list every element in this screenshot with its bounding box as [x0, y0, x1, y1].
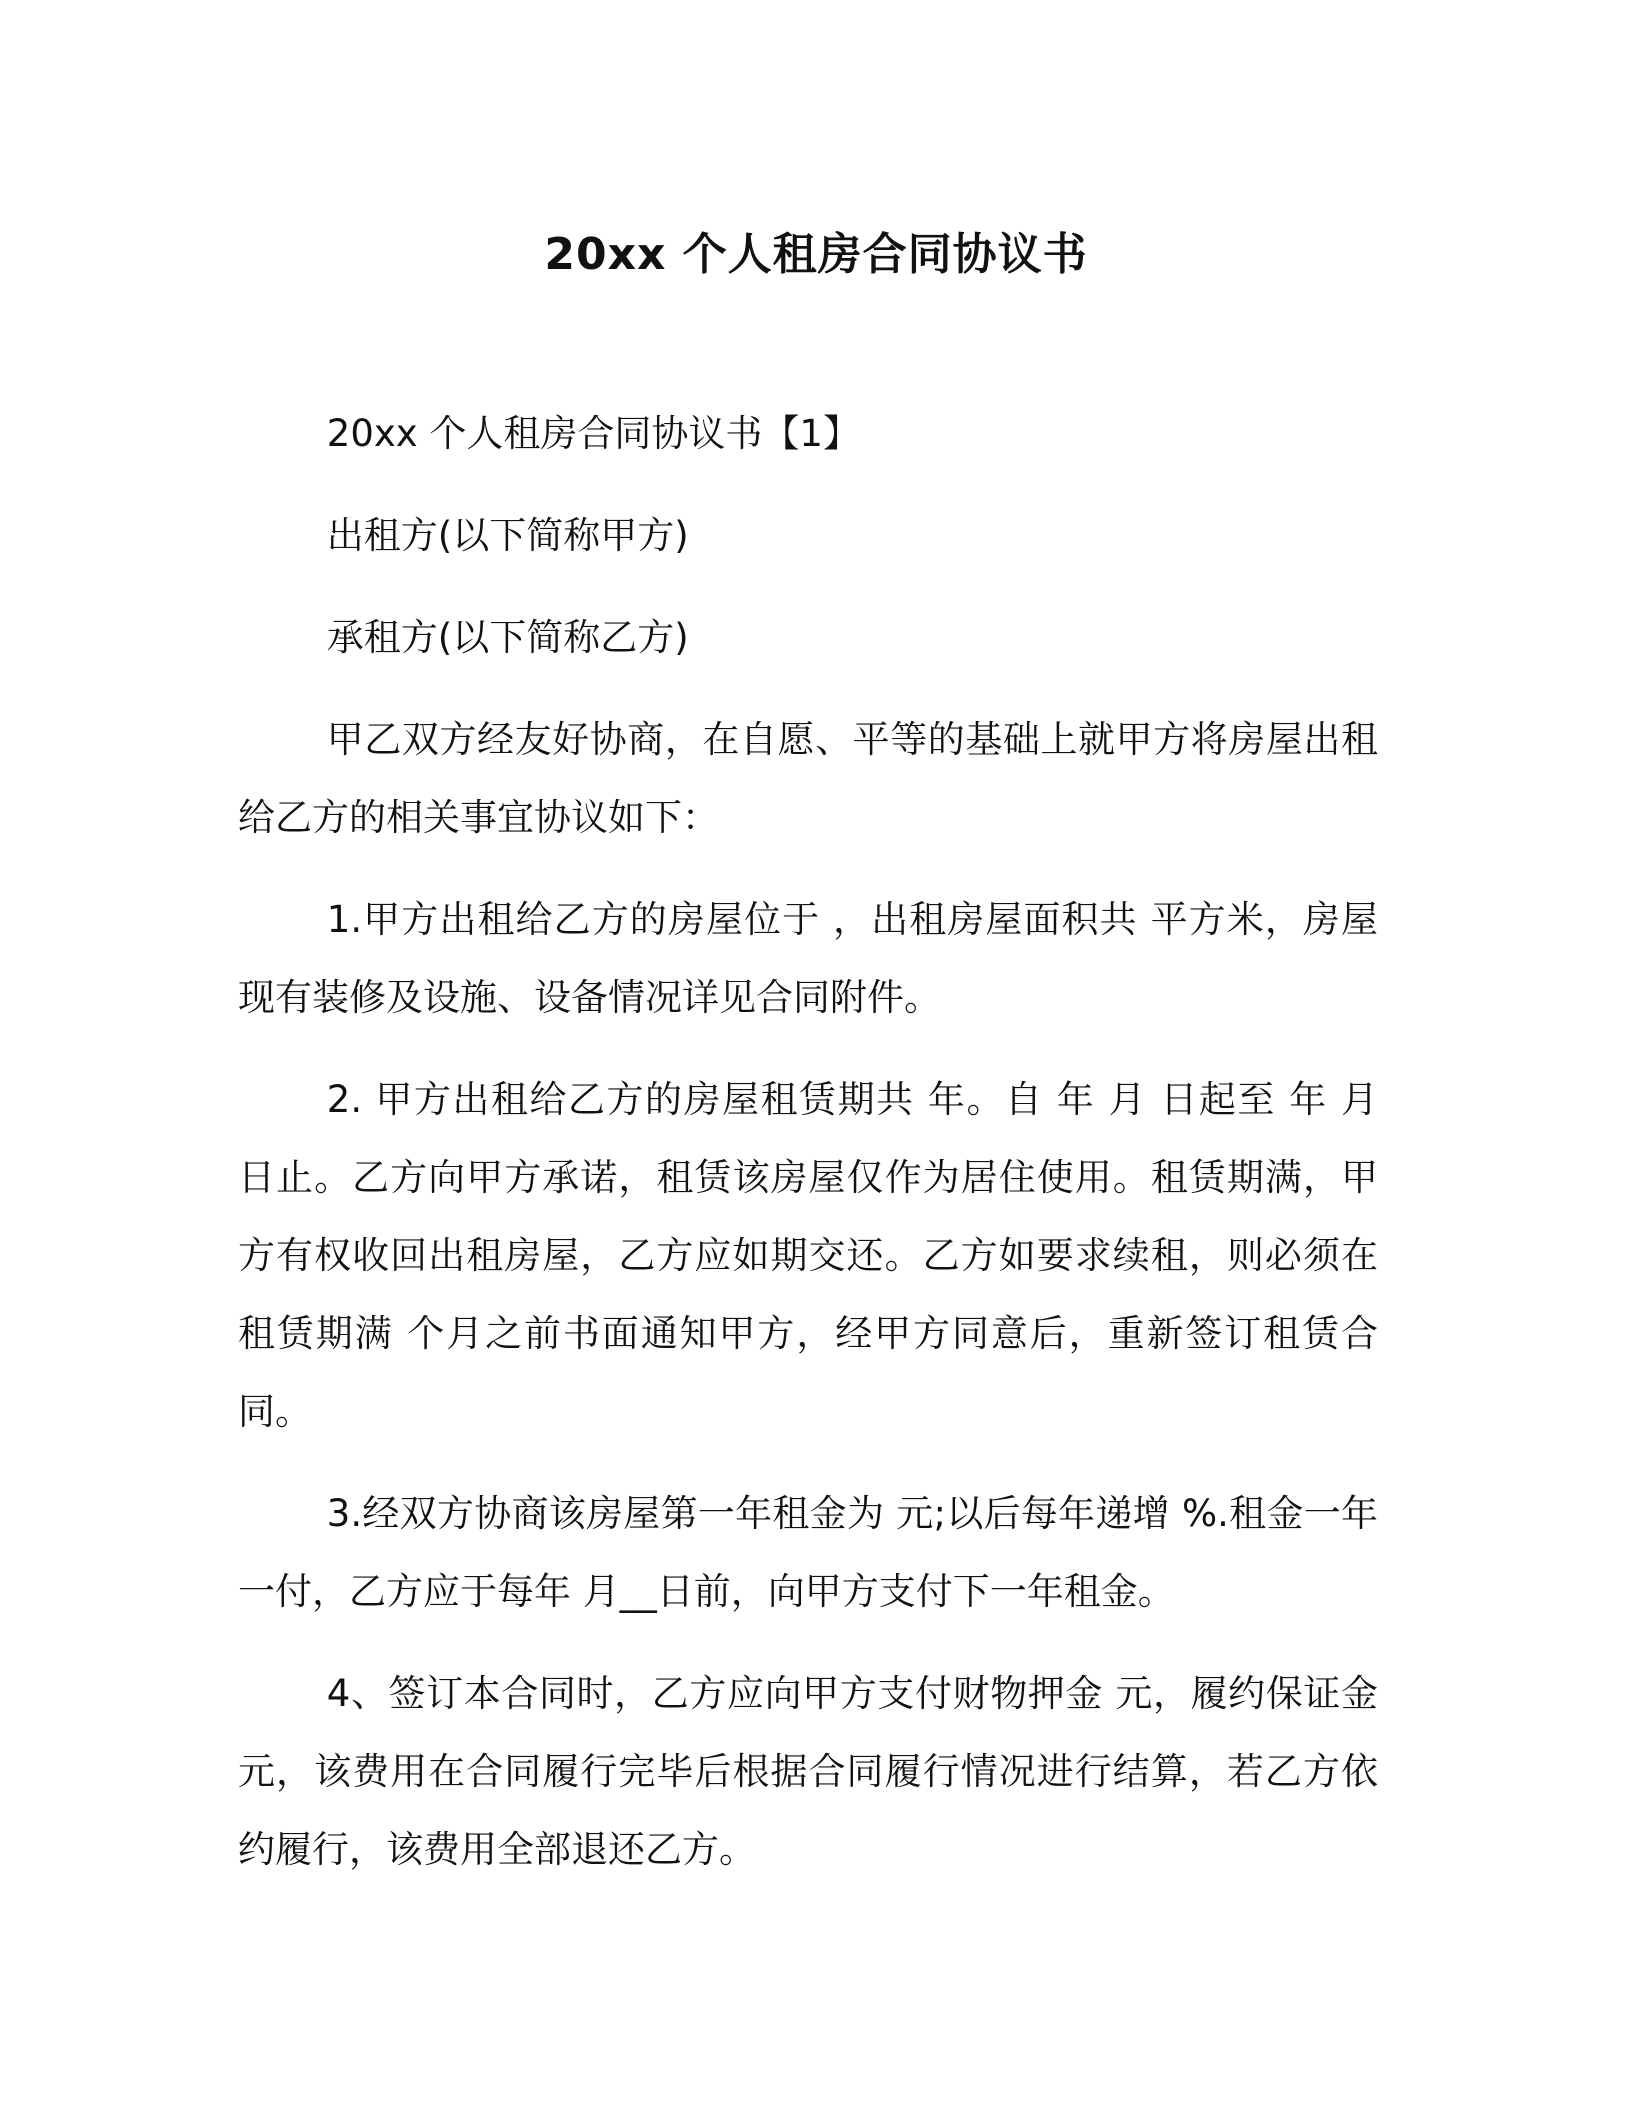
- preamble-paragraph: 甲乙双方经友好协商，在自愿、平等的基础上就甲方将房屋出租给乙方的相关事宜协议如下：: [238, 718, 1378, 839]
- lessee-line: 承租方(以下简称乙方): [326, 616, 689, 659]
- clause-3-paragraph: 3.经双方协商该房屋第一年租金为 元;以后每年递增 %.租金一年一付，乙方应于每年 月__日前，向甲方支付下一年租金。: [238, 1492, 1378, 1613]
- lessor-line: 出租方(以下简称甲方): [326, 514, 689, 557]
- section-heading: 20xx 个人租房合同协议书【1】: [326, 412, 860, 455]
- clause-4-paragraph: 4、签订本合同时，乙方应向甲方支付财物押金 元，履约保证金 元，该费用在合同履行完毕后根据合同履行情况进行结算，若乙方依约履行，该费用全部退还乙方。: [238, 1672, 1378, 1871]
- clause-1-paragraph: 1.甲方出租给乙方的房屋位于 ，出租房屋面积共 平方米，房屋现有装修及设施、设备情况详见合同附件。: [238, 898, 1378, 1019]
- document-title: 20xx 个人租房合同协议书: [544, 229, 1088, 280]
- clause-2-paragraph: 2. 甲方出租给乙方的房屋租赁期共 年。自 年 月 日起至 年 月 日止。乙方向甲方承诺，租赁该房屋仅作为居住使用。租赁期满，甲方有权收回出租房屋，乙方应如期交还。乙方如要求续租，则必须在租赁期满 个月之前书面通知甲方，经甲方同意后，重新签订租赁合同。: [238, 1078, 1378, 1433]
- document-body: [238, 395, 1378, 1913]
